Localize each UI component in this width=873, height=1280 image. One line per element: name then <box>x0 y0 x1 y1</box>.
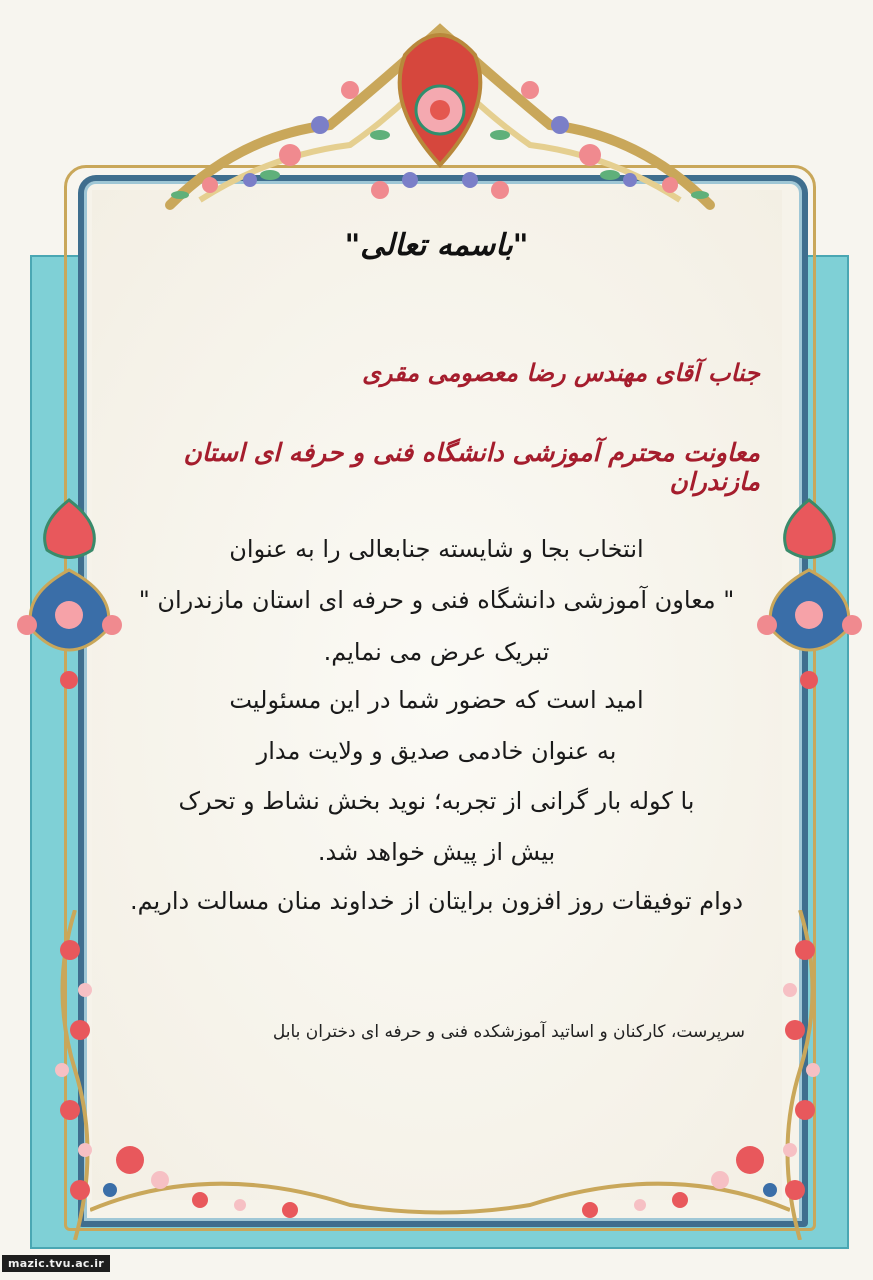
floral-crown-ornament-icon <box>150 15 730 215</box>
body-line: تبریک عرض می نمایم. <box>323 638 550 666</box>
body-line: بیش از پیش خواهد شد. <box>317 838 556 866</box>
recipient-position: معاونت محترم آموزشی دانشگاه فنی و حرفه ای استان مازندران <box>183 438 760 496</box>
body-line: انتخاب بجا و شایسته جنابعالی را به عنوان <box>229 535 644 563</box>
recipient-name: جناب آقای مهندس رضا معصومی مقری <box>362 358 760 387</box>
body-line: امید است که حضور شما در این مسئولیت <box>229 686 644 714</box>
floral-bottom-ornament-icon <box>90 1120 790 1230</box>
body-line: با کوله بار گرانی از تجربه؛ نوید بخش نشاط و تحرک <box>178 787 695 815</box>
body-line: " معاون آموزشی دانشگاه فنی و حرفه ای استان مازندران " <box>138 586 735 614</box>
body-line: به عنوان خادمی صدیق و ولایت مدار <box>256 737 617 765</box>
document-title: "باسمه تعالی" <box>344 228 529 263</box>
body-line: دوام توفیقات روز افزون برایتان از خداوند منان مسالت داریم. <box>129 887 744 915</box>
watermark-url: mazic.tvu.ac.ir <box>2 1255 110 1272</box>
signature-line: سرپرست، کارکنان و اساتید آموزشکده فنی و حرفه ای دختران بابل <box>272 1022 745 1042</box>
